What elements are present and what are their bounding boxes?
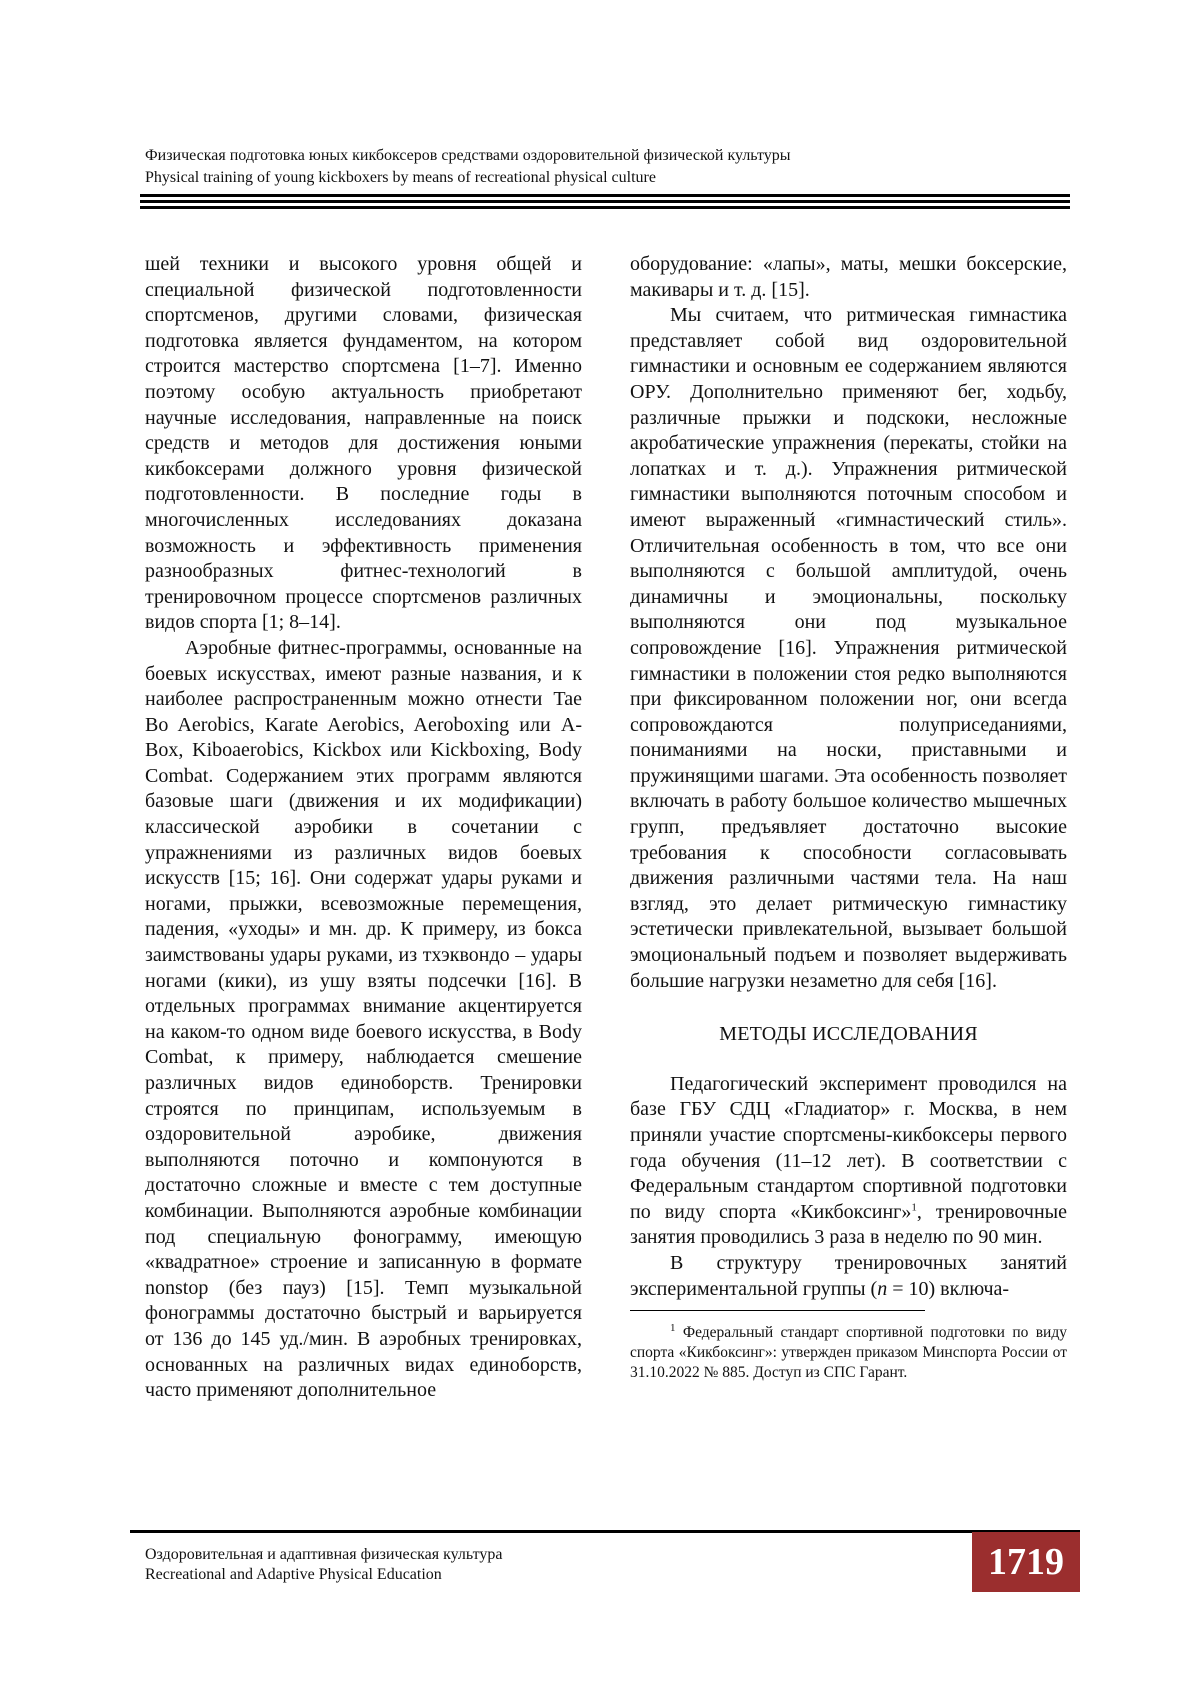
left-paragraph-2: Аэробные фитнес-программы, основанные на боевых искусствах, имеют разные названия, и к наиболее распространенным можно отнести Tae Bo Aerobics, Karate Aerobics, Aeroboxing или A-Box, Kiboaerobics, Kickbox или Kickboxing, Body Combat. Содержанием этих программ являются базовые шаги (движения и их модификации) классической аэробики в сочетании с упражнениями из различных видов боевых искусств [15; 16]. Они содержат удары руками и ногами, прыжки, всевозможные перемещения, падения, «уходы» и мн. др. К примеру, из бокса заимствованы удары руками, из тхэквондо – удары ногами (кики), из ушу взяты подсечки [16]. В отдельных программах внимание акцентируется на каком-то одном виде боевого искусства, в Body Combat, к примеру, наблюдается смешение различных видов единоборств. Тренировки строятся по принципам, используемым в оздоровительной аэробике, движения выполняются поточно и компонуются в достаточно сложные и вместе с тем доступные комбинации. Выполняются аэробные комбинации под специальную фонограмму, имеющую «квадратное» строение и записанную в формате nonstop (без пауз) [15]. Темп музыкальной фонограммы достаточно быстрый и варьируется от 136 до 145 уд./мин. В аэробных тренировках, основанных на различных видах единоборств, часто применяют дополнительное [145, 636, 582, 1402]
journal-name-ru: Оздоровительная и адаптивная физическая культура [145, 1546, 503, 1563]
left-paragraph-1: шей техники и высокого уровня общей и специальной физической подготовленности спортсменов, другими словами, физическая подготовка является фундаментом, на котором строится мастерство спортсмена [1–7]. Именно поэтому особую актуальность приобретают научные исследования, направленные на поиск средств и методов для достижения юными кикбоксерами должного уровня физической подготовленности. В последние годы в многочисленных исследованиях доказана возможность и эффективность применения разнообразных фитнес-технологий в тренировочном процессе спортсменов различных видов спорта [1; 8–14]. [145, 253, 582, 634]
p4-text-a: В структуру тренировочных занятий экспериментальной группы ( [630, 1251, 1067, 1300]
header-rule-3 [140, 206, 1070, 209]
right-paragraph-2: Мы считаем, что ритмическая гимнастика представляет собой вид оздоровительной гимнастики и основным ее содержанием являются ОРУ. Дополнительно применяют бег, ходьбу, различные прыжки и подскоки, несложные акробатические упражнения (перекаты, стойки на лопатках и т. д.). Упражнения ритмической гимнастики выполняются поточным способом и имеют выраженный «гимнастический стиль». Отличительная особенность в том, что все они выполняются с большой амплитудой, очень динамичны и эмоциональны, поскольку выполняются они под музыкальное сопровождение [16]. Упражнения ритмической гимнастики в положении стоя редко выполняются при фиксированном положении ног, они всегда сопровождаются полуприседаниями, пониманиями на носки, приставными и пружинящими шагами. Эта особенность позволяет включать в работу большое количество мышечных групп, предъявляет достаточно высокие требования к способности согласовывать движения различными частями тела. На наш взгляд, это делает ритмическую гимнастику эстетически привлекательной, вызывает большой эмоциональный подъем и позволяет выдерживать большие нагрузки незаметно для себя [16]. [630, 304, 1067, 992]
left-column [145, 252, 582, 1404]
p3-text-b: , тренировочные занятия проводились 3 раза в неделю по 90 мин. [630, 1200, 1067, 1249]
right-paragraph-3 [630, 1072, 1067, 1251]
footnote-text: Федеральный стандарт спортивной подготовки по виду спорта «Кикбоксинг»: утвержден приказом Минспорта России от 31.10.2022 № 885. Доступ из СПС Гарант. [630, 1324, 1067, 1382]
header-rule-2 [140, 200, 1070, 203]
footnote-1 [630, 1323, 1067, 1383]
section-title-methods: МЕТОДЫ ИССЛЕДОВАНИЯ [719, 1023, 978, 1046]
header-rule-1 [140, 194, 1070, 197]
p3-text-a: Педагогический эксперимент проводился на базе ГБУ СДЦ «Гладиатор» г. Москва, в нем приняли участие спортсмены-кикбоксеры первого года обучения (11–12 лет). В соответствии с Федеральным стандартом спортивной подготовки по виду спорта «Кикбоксинг» [630, 1072, 1067, 1223]
footnote-rule [630, 1310, 925, 1311]
running-title-en: Physical training of young kickboxers by means of recreational physical culture [145, 169, 656, 186]
footer-rule [130, 1530, 1080, 1533]
sample-size-symbol: n [877, 1277, 888, 1300]
running-title-ru: Физическая подготовка юных кикбоксеров средствами оздоровительной физической культуры [145, 147, 791, 164]
journal-name-en: Recreational and Adaptive Physical Education [145, 1566, 442, 1583]
right-paragraph-4 [630, 1251, 1067, 1302]
footnote-ref-1: 1 [911, 1201, 917, 1214]
journal-footer [145, 1545, 745, 1585]
page-number-badge: 1719 [972, 1532, 1080, 1592]
right-column [630, 252, 1067, 1383]
p4-text-b: = 10) включа- [887, 1277, 1010, 1300]
right-paragraph-1: оборудование: «лапы», маты, мешки боксерские, макивары и т. д. [15]. [630, 253, 1067, 301]
running-header [145, 145, 1075, 189]
footnote-mark: 1 [670, 1322, 676, 1334]
